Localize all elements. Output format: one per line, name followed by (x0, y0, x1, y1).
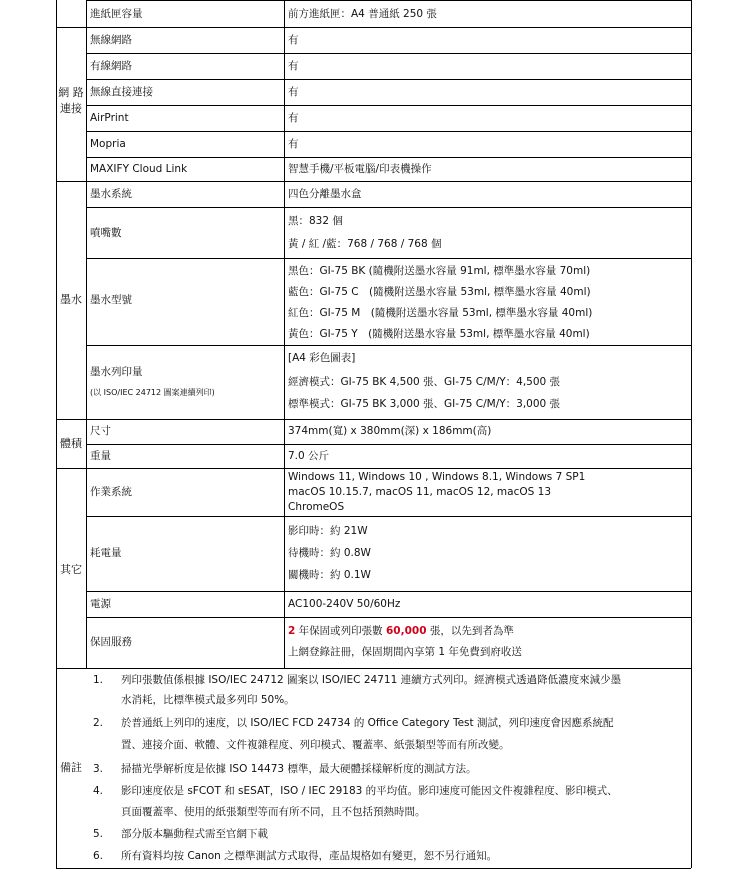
value-dimensions: 374mm(寬) x 380mm(深) x 186mm(高) (288, 425, 492, 437)
label-airprint: AirPrint (90, 112, 129, 124)
value-ink-yield-std: 標準模式：GI-75 BK 3,000 張、GI-75 C/M/Y：3,000 張 (288, 398, 561, 410)
note-2-num: 2. (93, 717, 104, 729)
value-airprint: 有 (288, 112, 299, 124)
value-ink-model-y: 黃色：GI-75 Y (隨機附送墨水容量 53ml, 標準墨水容量 40ml) (288, 328, 590, 340)
group-network: 網 路 連接 (58, 86, 84, 115)
value-wireless-direct: 有 (288, 86, 299, 98)
value-mopria: 有 (288, 138, 299, 150)
note-1-num: 1. (93, 674, 104, 686)
note-2-line2: 置、連接介面、軟體、文件複雜程度、列印模式、覆蓋率、紙張類型等而有所改變。 (121, 739, 510, 751)
label-mopria: Mopria (90, 138, 126, 150)
value-os-windows: Windows 11, Windows 10 , Windows 8.1, Windows 7 SP1 (288, 471, 586, 483)
label-wired-lan: 有線網路 (90, 60, 132, 72)
note-5-line1: 部分版本驅動程式需至官網下載 (121, 828, 268, 840)
note-4-line1: 影印速度依是 sFCOT 和 sESAT，ISO / IEC 29183 的平均值。影印速度可能因文件複雜程度、影印模式、 (121, 785, 618, 797)
value-warranty-line1: 2 年保固或列印張數 60,000 張，以先到者為準 (288, 625, 514, 637)
group-body: 體積 (60, 437, 82, 450)
value-power-standby: 待機時：約 0.8W (288, 547, 371, 559)
value-power-off: 關機時：約 0.1W (288, 569, 371, 581)
value-wired-lan: 有 (288, 60, 299, 72)
value-nozzles-black: 黑：832 個 (288, 215, 343, 227)
value-ink-model-c: 藍色：GI-75 C (隨機附送墨水容量 53ml, 標準墨水容量 40ml) (288, 286, 591, 298)
value-ink-model-m: 紅色：GI-75 M (隨機附送墨水容量 53ml, 標準墨水容量 40ml) (288, 307, 593, 319)
group-ink: 墨水 (60, 293, 82, 306)
value-weight: 7.0 公斤 (288, 450, 330, 462)
label-weight: 重量 (90, 450, 111, 462)
label-ink-yield-note: (以 ISO/IEC 24712 圖案連續列印) (90, 388, 215, 397)
value-ink-yield-eco: 經濟模式：GI-75 BK 4,500 張、GI-75 C/M/Y：4,500 張 (288, 376, 561, 388)
value-nozzles-color: 黃 / 紅 /藍：768 / 768 / 768 個 (288, 238, 442, 250)
label-ink-yield: 墨水列印量 (90, 366, 143, 378)
note-4-num: 4. (93, 785, 104, 797)
group-notes: 備註 (60, 761, 82, 774)
value-maxify-link: 智慧手機/平板電腦/印表機操作 (288, 163, 432, 175)
value-paper-input: 前方進紙匣：A4 普通紙 250 張 (288, 8, 437, 20)
note-1-line2: 水消耗，比標準模式最多列印 50%。 (121, 694, 295, 706)
label-ink-system: 墨水系統 (90, 188, 132, 200)
note-5-num: 5. (93, 828, 104, 840)
label-power-consumption: 耗電量 (90, 547, 122, 559)
label-ink-model: 墨水型號 (90, 294, 132, 306)
value-ink-system: 四色分離墨水盒 (288, 188, 362, 200)
note-6-line1: 所有資料均按 Canon 之標準測試方式取得，產品規格如有變更，恕不另行通知。 (121, 850, 498, 862)
note-3-line1: 掃描光學解析度是依據 ISO 14473 標準，最大硬體採樣解析度的測試方法。 (121, 763, 477, 775)
label-wireless-lan: 無線網路 (90, 34, 132, 46)
warranty-pages: 60,000 (386, 625, 427, 637)
note-3-num: 3. (93, 763, 104, 775)
label-maxify-link: MAXIFY Cloud Link (90, 163, 188, 175)
value-power-copy: 影印時：約 21W (288, 525, 368, 537)
label-os: 作業系統 (90, 486, 132, 498)
label-warranty: 保固服務 (90, 636, 132, 648)
label-wireless-direct: 無線直接連接 (90, 86, 153, 98)
value-wireless-lan: 有 (288, 34, 299, 46)
label-nozzles: 噴嘴數 (90, 227, 122, 239)
value-ink-yield-header: [A4 彩色圖表] (288, 352, 356, 364)
note-4-line2: 頁面覆蓋率、使用的紙張類型等而有所不同，且不包括預熱時間。 (121, 806, 426, 818)
value-warranty-line2: 上網登錄註冊，保固期間內享第 1 年免費到府收送 (288, 646, 522, 658)
warranty-years: 2 (288, 625, 296, 637)
label-power-supply: 電源 (90, 598, 111, 610)
value-ink-model-bk: 黑色：GI-75 BK (隨機附送墨水容量 91ml, 標準墨水容量 70ml) (288, 265, 591, 277)
value-os-macos: macOS 10.15.7, macOS 11, macOS 12, macOS 13 (288, 486, 551, 498)
note-2-line1: 於普通紙上列印的速度，以 ISO/IEC FCD 24734 的 Office Category Test 測試，列印速度會因應系統配 (121, 717, 614, 729)
note-6-num: 6. (93, 850, 104, 862)
note-1-line1: 列印張數值係根據 ISO/IEC 24712 圖案以 ISO/IEC 24711 連續方式列印。經濟模式透過降低濃度來減少墨 (121, 674, 622, 686)
group-other: 其它 (60, 563, 82, 576)
value-os-chromeos: ChromeOS (288, 501, 345, 513)
label-paper-input: 進紙匣容量 (90, 8, 143, 20)
label-dimensions: 尺寸 (90, 425, 111, 437)
value-power-supply: AC100-240V 50/60Hz (288, 598, 401, 610)
